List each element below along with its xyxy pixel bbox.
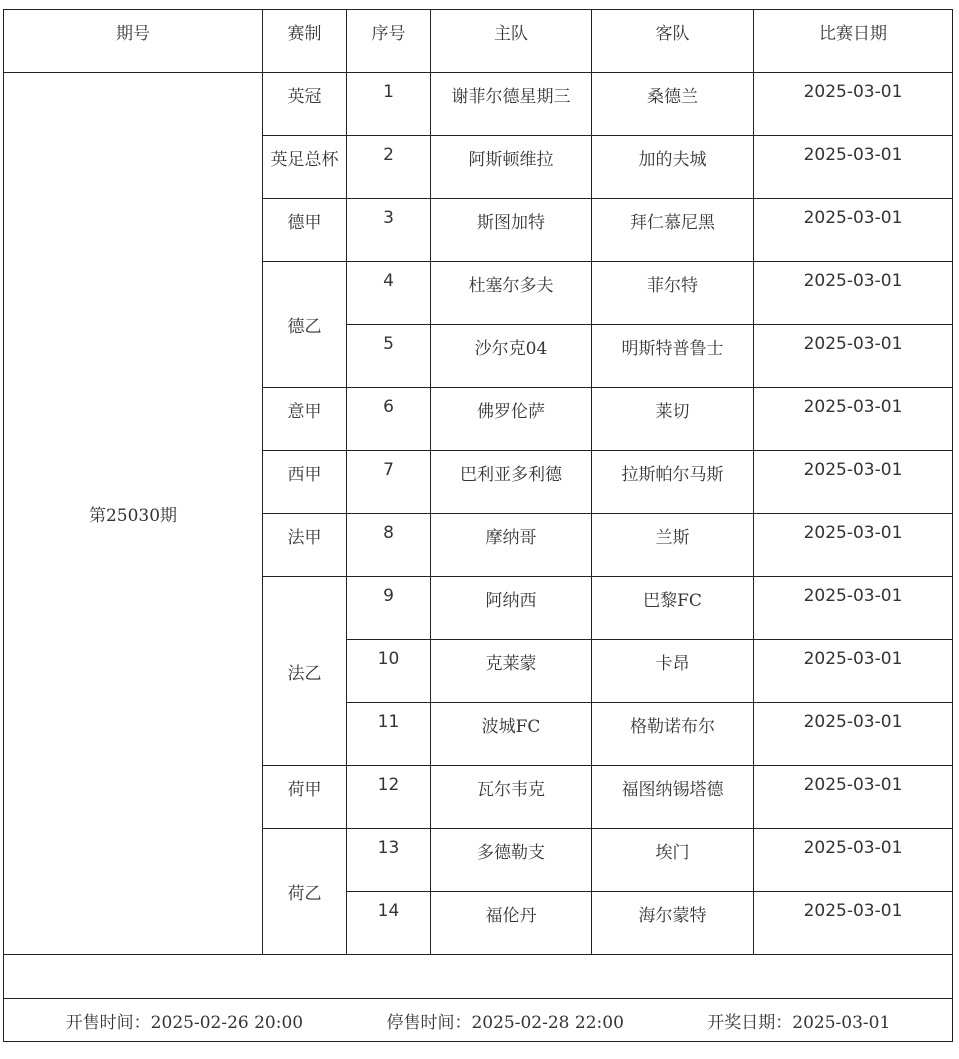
match-index: 5 <box>347 325 431 388</box>
match-index: 4 <box>347 262 431 325</box>
match-date: 2025-03-01 <box>754 325 953 388</box>
home-team: 多德勒支 <box>431 829 592 892</box>
home-team: 克莱蒙 <box>431 640 592 703</box>
sale-info-row <box>4 999 953 1042</box>
blank-cell <box>4 955 953 999</box>
match-date: 2025-03-01 <box>754 73 953 136</box>
match-date: 2025-03-01 <box>754 766 953 829</box>
header-match-date: 比赛日期 <box>754 10 953 73</box>
competition-cell: 荷甲 <box>263 766 347 829</box>
match-date: 2025-03-01 <box>754 514 953 577</box>
away-team: 拜仁慕尼黑 <box>592 199 754 262</box>
away-team: 兰斯 <box>592 514 754 577</box>
table-header-row <box>4 10 953 73</box>
match-index: 10 <box>347 640 431 703</box>
period-number: 第25030期 <box>4 73 263 955</box>
competition-cell: 西甲 <box>263 451 347 514</box>
table-row <box>4 73 953 136</box>
blank-row <box>4 955 953 999</box>
match-index: 1 <box>347 73 431 136</box>
match-date: 2025-03-01 <box>754 703 953 766</box>
away-team: 巴黎FC <box>592 577 754 640</box>
away-team: 卡昂 <box>592 640 754 703</box>
header-away-team: 客队 <box>592 10 754 73</box>
away-team: 埃门 <box>592 829 754 892</box>
competition-cell: 英足总杯 <box>263 136 347 199</box>
match-index: 8 <box>347 514 431 577</box>
home-team: 斯图加特 <box>431 199 592 262</box>
home-team: 阿斯顿维拉 <box>431 136 592 199</box>
away-team: 明斯特普鲁士 <box>592 325 754 388</box>
home-team: 阿纳西 <box>431 577 592 640</box>
match-index: 2 <box>347 136 431 199</box>
header-period: 期号 <box>4 10 263 73</box>
competition-cell: 意甲 <box>263 388 347 451</box>
header-home-team: 主队 <box>431 10 592 73</box>
match-index: 12 <box>347 766 431 829</box>
match-index: 11 <box>347 703 431 766</box>
home-team: 杜塞尔多夫 <box>431 262 592 325</box>
home-team: 谢菲尔德星期三 <box>431 73 592 136</box>
home-team: 佛罗伦萨 <box>431 388 592 451</box>
header-index: 序号 <box>347 10 431 73</box>
match-date: 2025-03-01 <box>754 892 953 955</box>
competition-cell: 法乙 <box>263 577 347 766</box>
match-index: 13 <box>347 829 431 892</box>
match-index: 6 <box>347 388 431 451</box>
competition-cell: 法甲 <box>263 514 347 577</box>
sale-stop-time: 停售时间：2025-02-28 22:00 <box>386 1012 624 1033</box>
away-team: 桑德兰 <box>592 73 754 136</box>
competition-cell: 德乙 <box>263 262 347 388</box>
competition-cell: 德甲 <box>263 199 347 262</box>
competition-cell: 荷乙 <box>263 829 347 955</box>
match-date: 2025-03-01 <box>754 829 953 892</box>
home-team: 巴利亚多利德 <box>431 451 592 514</box>
match-date: 2025-03-01 <box>754 136 953 199</box>
home-team: 瓦尔韦克 <box>431 766 592 829</box>
away-team: 福图纳锡塔德 <box>592 766 754 829</box>
away-team: 拉斯帕尔马斯 <box>592 451 754 514</box>
draw-date: 开奖日期：2025-03-01 <box>707 1012 891 1033</box>
away-team: 莱切 <box>592 388 754 451</box>
away-team: 格勒诺布尔 <box>592 703 754 766</box>
home-team: 摩纳哥 <box>431 514 592 577</box>
home-team: 沙尔克04 <box>431 325 592 388</box>
sale-start-time: 开售时间：2025-02-26 20:00 <box>65 1012 304 1033</box>
competition-cell: 英冠 <box>263 73 347 136</box>
match-date: 2025-03-01 <box>754 199 953 262</box>
match-date: 2025-03-01 <box>754 640 953 703</box>
sale-info-cell <box>4 999 953 1042</box>
away-team: 海尔蒙特 <box>592 892 754 955</box>
match-schedule-table <box>3 9 953 1042</box>
match-date: 2025-03-01 <box>754 388 953 451</box>
header-competition: 赛制 <box>263 10 347 73</box>
match-index: 7 <box>347 451 431 514</box>
home-team: 波城FC <box>431 703 592 766</box>
match-date: 2025-03-01 <box>754 451 953 514</box>
away-team: 菲尔特 <box>592 262 754 325</box>
match-date: 2025-03-01 <box>754 577 953 640</box>
match-index: 14 <box>347 892 431 955</box>
match-index: 9 <box>347 577 431 640</box>
match-date: 2025-03-01 <box>754 262 953 325</box>
home-team: 福伦丹 <box>431 892 592 955</box>
away-team: 加的夫城 <box>592 136 754 199</box>
match-index: 3 <box>347 199 431 262</box>
